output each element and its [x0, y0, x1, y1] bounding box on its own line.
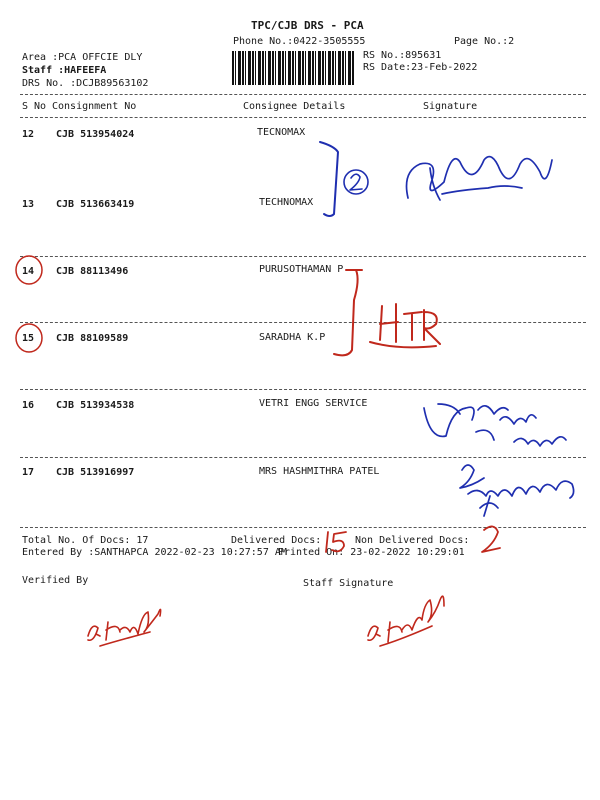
row-14-15-htr-mark	[370, 304, 440, 347]
non-delivered-docs-hand-value	[482, 526, 500, 552]
row-12-13-signature	[407, 157, 553, 200]
page-number: Page No.:2	[454, 36, 515, 47]
row-consignment: CJB 88113496	[56, 266, 129, 277]
verified-by-signature	[88, 609, 161, 646]
col-consignment: Consignment No	[52, 101, 137, 112]
phone-number: Phone No.:0422-3505555	[233, 36, 366, 47]
rs-date: RS Date:23-Feb-2022	[363, 62, 478, 73]
row-consignee: TECHNOMAX	[259, 197, 314, 208]
total-docs: Total No. Of Docs: 17	[22, 535, 149, 546]
row-consignee: VETRI ENGG SERVICE	[259, 398, 368, 409]
staff-signature-label: Staff Signature	[303, 578, 394, 589]
printed-on: Printed On: 23-02-2022 10:29:01	[278, 547, 465, 558]
row-sno: 17	[22, 467, 35, 478]
row-17-signature	[460, 465, 574, 516]
row-15-circle-mark	[16, 324, 42, 352]
non-delivered-docs-label: Non Delivered Docs:	[355, 535, 470, 546]
row-consignment: CJB 513663419	[56, 199, 135, 210]
col-signature: Signature	[423, 101, 478, 112]
delivered-docs-hand-value	[326, 532, 346, 552]
row-sno: 14	[22, 266, 35, 277]
row-consignment: CJB 88109589	[56, 333, 129, 344]
rs-number: RS No.:895631	[363, 50, 442, 61]
drs-number: DRS No. :DCJB89563102	[22, 78, 149, 89]
row-consignee: SARADHA K.P	[259, 332, 326, 343]
entered-by: Entered By :SANTHAPCA 2022-02-23 10:27:57 AM	[22, 547, 287, 558]
row-sno: 15	[22, 333, 35, 344]
row-sno: 13	[22, 199, 35, 210]
row-consignee: PURUSOTHAMAN P	[259, 264, 344, 275]
row-consignee: TECNOMAX	[257, 127, 306, 138]
row-consignment: CJB 513954024	[56, 129, 135, 140]
row-16-signature	[424, 404, 566, 446]
row-12-13-count-digit	[350, 174, 362, 190]
col-consignee: Consignee Details	[243, 101, 346, 112]
row-consignee: MRS HASHMITHRA PATEL	[259, 466, 380, 477]
row-sno: 12	[22, 129, 35, 140]
row-consignment: CJB 513916997	[56, 467, 135, 478]
row-consignment: CJB 513934538	[56, 400, 135, 411]
row-14-circle-mark	[16, 256, 42, 284]
staff-signature-mark	[368, 596, 444, 646]
row-12-13-bracket-mark	[320, 142, 338, 216]
delivered-docs-label: Delivered Docs:	[231, 535, 322, 546]
col-sno: S No	[22, 101, 47, 112]
staff-label: Staff :HAFEEFA	[22, 65, 107, 76]
area-label: Area :PCA OFFCIE DLY	[22, 52, 143, 63]
row-sno: 16	[22, 400, 35, 411]
verified-by-label: Verified By	[22, 575, 89, 586]
row-14-15-bracket-mark	[334, 270, 362, 355]
report-title: TPC/CJB DRS - PCA	[251, 19, 364, 32]
